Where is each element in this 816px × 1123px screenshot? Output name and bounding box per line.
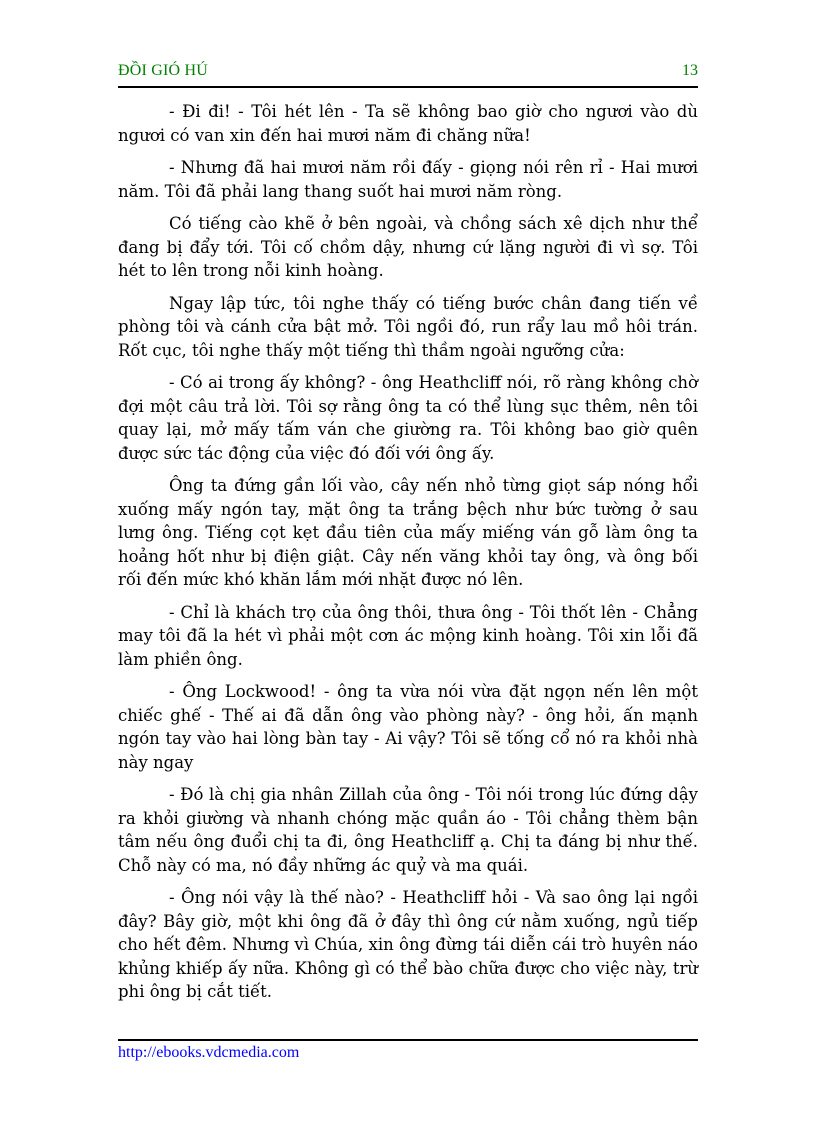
paragraph: Ông ta đứng gần lối vào, cây nến nhỏ từng giọt sáp nóng hổi xuống mấy ngón tay, mặt ông ta trắng bệch như bức tường ở sau lưng ông. Tiếng cọt kẹt đầu tiên của mấy miếng ván gỗ làm ông ta hoảng hốt như bị điện giật. Cây nến văng khỏi tay ông, và ông bối rối đến mức khó khăn lắm mới nhặt được nó lên.: [118, 476, 698, 589]
page-header: [118, 60, 698, 88]
paragraph: - Chỉ là khách trọ của ông thôi, thưa ông - Tôi thốt lên - Chẳng may tôi đã la hét vì phải một cơn ác mộng kinh hoàng. Tôi xin lỗi đã làm phiền ông.: [118, 602, 698, 669]
page-footer: [118, 1039, 698, 1062]
paragraph: - Có ai trong ấy không? - ông Heathcliff nói, rõ ràng không chờ đợi một câu trả lời. Tôi sợ rằng ông ta có thể lùng sục thêm, nên tôi quay lại, mở mấy tấm ván che giường ra. Tôi không bao giờ quên được sức tác động của việc đó đối với ông ấy.: [118, 373, 698, 463]
source-link[interactable]: http://ebooks.vdcmedia.com: [118, 1044, 300, 1061]
paragraph: - Đi đi! - Tôi hét lên - Ta sẽ không bao giờ cho ngươi vào dù ngươi có van xin đến hai mươi năm đi chăng nữa!: [118, 102, 698, 145]
paragraph: Có tiếng cào khẽ ở bên ngoài, và chồng sách xê dịch như thể đang bị đẩy tới. Tôi cố chồm dậy, nhưng cứ lặng người đi vì sợ. Tôi hét to lên trong nỗi kinh hoàng.: [118, 214, 698, 280]
paragraph: - Nhưng đã hai mươi năm rồi đấy - giọng nói rên rỉ - Hai mươi năm. Tôi đã phải lang thang suốt hai mươi năm ròng.: [118, 158, 698, 201]
paragraph: Ngay lập tức, tôi nghe thấy có tiếng bước chân đang tiến về phòng tôi và cánh cửa bật mở. Tôi ngồi đó, run rẩy lau mồ hôi trán. Rốt cục, tôi nghe thấy một tiếng thì thầm ngoài ngưỡng cửa:: [118, 293, 698, 360]
paragraph: - Ông Lockwood! - ông ta vừa nói vừa đặt ngọn nến lên một chiếc ghế - Thế ai đã dẫn ông vào phòng này? - ông hỏi, ấn mạnh ngón tay vào hai lòng bàn tay - Ai vậy? Tôi sẽ tống cổ nó ra khỏi nhà này ngay: [118, 682, 698, 772]
page-number: 13: [682, 62, 698, 79]
paragraph: - Ông nói vậy là thế nào? - Heathcliff hỏi - Và sao ông lại ngồi đây? Bây giờ, một khi ông đã ở đây thì ông cứ nằm xuống, ngủ tiếp cho hết đêm. Nhưng vì Chúa, xin ông đừng tái diễn cái trò huyên náo khủng khiếp ấy nữa. Không gì có thể bào chữa được cho việc này, trừ phi ông bị cắt tiết.: [118, 888, 698, 1001]
page-body: [118, 100, 698, 1013]
book-title: ĐỒI GIÓ HÚ: [118, 62, 208, 79]
paragraph: - Đó là chị gia nhân Zillah của ông - Tôi nói trong lúc đứng dậy ra khỏi giường và nhanh chóng mặc quần áo - Tôi chẳng thèm bận tâm nếu ông đuổi chị ta đi, ông Heathcliff ạ. Chị ta đáng bị như thế. Chỗ này có ma, nó đầy những ác quỷ và ma quái.: [118, 785, 698, 875]
